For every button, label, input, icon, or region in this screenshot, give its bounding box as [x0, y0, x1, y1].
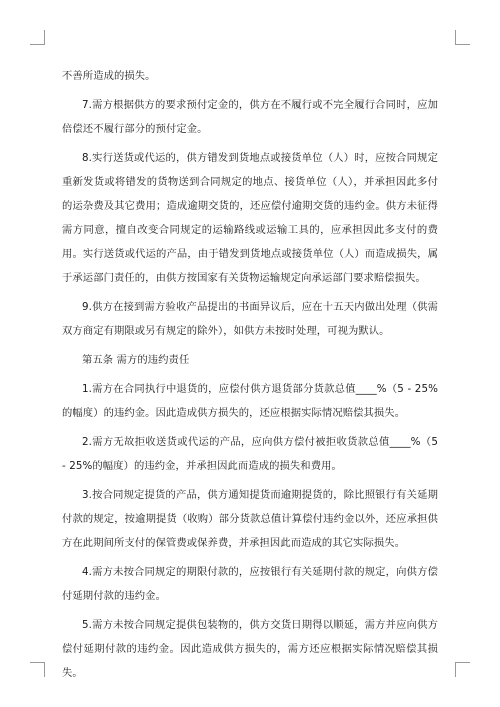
crop-mark-bottom-right: [455, 662, 470, 677]
crop-mark-top-left: [30, 30, 45, 45]
paragraph-buyer-clause-4: 4.需方未按合同规定的期限付款的，应按银行有关延期付款的规定，向供方偿付延期付款的违约金。: [62, 566, 438, 602]
paragraph-clause-9: 9.供方在接到需方验收产品提出的书面异议后，应在十五天内做出处理（供需双方商定有期限或另有规定的除外），如供方未按时处理，可视为默认。: [62, 301, 438, 337]
paragraph-clause-8: 8.实行送货或代运的，供方错发到货地点或接货单位（人）时，应按合同规定重新发货或将错发的货物送到合同规定的地点、接货单位（人），并承担因此多付的运杂费及其它费用；造成逾期交货的，还应偿付逾期交货的违约金。供方未征得需方同意，擅自改变合同规定的运输路线或运输工具的，应承担因此多支付的费用。实行送货或代运的产品，由于错发到货地点或接货单位（人）而造成损失，属于承运部门责任的，由供方按国家有关货物运输规定向承运部门要求赔偿损失。: [62, 152, 438, 284]
paragraph-continuation: 不善所造成的损失。: [62, 70, 156, 82]
paragraph-buyer-clause-2: 2.需方无故拒收送货或代运的产品，应向供方偿付被拒收货款总值____%（5 - 25%的幅度）的违约金，并承担因此而造成的损失和费用。: [62, 436, 438, 472]
document-body: [62, 64, 438, 690]
crop-mark-bottom-left: [30, 662, 45, 677]
article-heading: 第五条 需方的违约责任: [82, 354, 190, 366]
paragraph-buyer-clause-3: 3.按合同规定提货的产品，供方通知提货而逾期提货的，除比照银行有关延期付款的规定，按逾期提货（收购）部分货款总值计算偿付违约金以外，还应承担供方在此期间所支付的保管费或保养费，并承担因此而造成的其它实际损失。: [62, 489, 438, 549]
paragraph-clause-7: 7.需方根据供方的要求预付定金的，供方在不履行或不完全履行合同时，应加倍偿还不履行部分的预付定金。: [62, 99, 438, 135]
crop-mark-top-right: [455, 30, 470, 45]
paragraph-buyer-clause-1: 1.需方在合同执行中退货的，应偿付供方退货部分货款总值____%（5 - 25%的幅度）的违约金。因此造成供方损失的，还应根据实际情况赔偿其损失。: [62, 383, 438, 419]
paragraph-buyer-clause-5: 5.需方未按合同规定提供包装物的，供方交货日期得以顺延，需方并应向供方偿付延期付款的违约金。因此造成供方损失的，需方还应根据实际情况赔偿其损失。: [62, 619, 438, 679]
